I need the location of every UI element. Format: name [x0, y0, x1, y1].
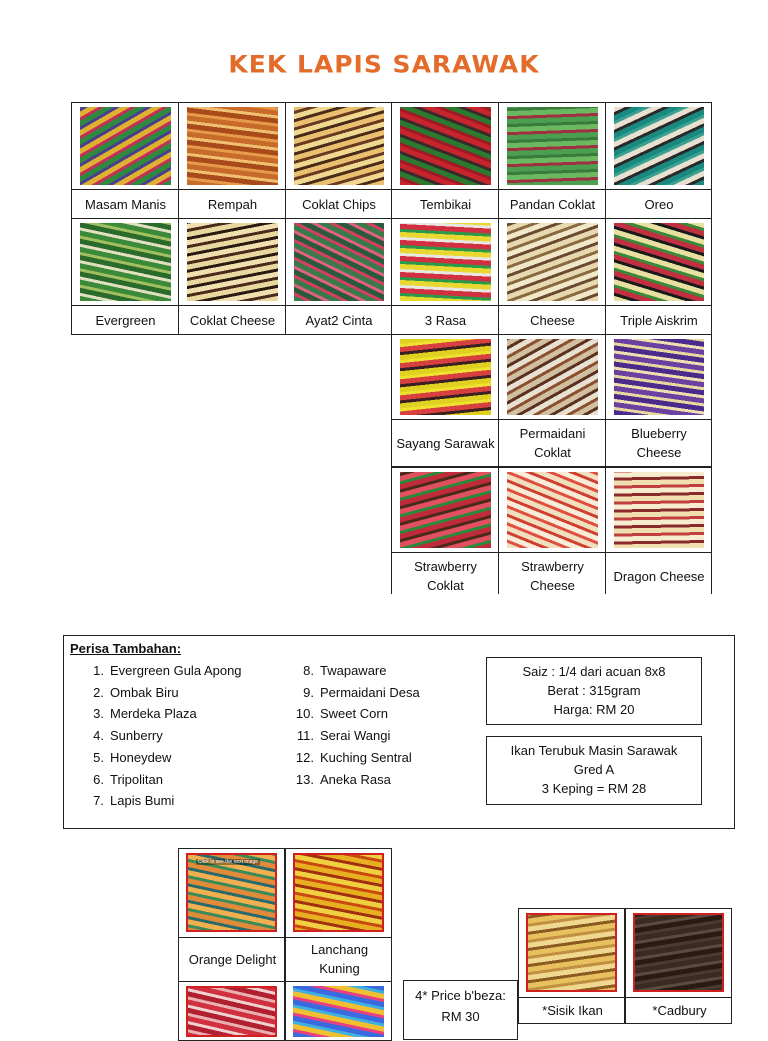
cake-photo: [614, 107, 704, 185]
item-text: Serai Wangi: [320, 728, 391, 744]
cake-cell-strawberry-coklat: [391, 467, 499, 600]
cake-cell-3-rasa: [391, 218, 499, 335]
extras-list-item: [88, 703, 242, 725]
cake-name: 3 Rasa: [424, 312, 467, 328]
item-number: 11.: [296, 728, 314, 744]
cake-photo: [187, 107, 278, 185]
extras-list-item: [88, 682, 242, 704]
cake-name: Coklat Chips: [302, 196, 376, 212]
cake-cell-lanchang-kuning: [285, 848, 392, 982]
item-text: Lapis Bumi: [110, 793, 175, 809]
cake-photo: [507, 339, 598, 415]
extras-heading: Perisa Tambahan:: [70, 641, 182, 656]
cake-name: Blueberry Cheese: [631, 426, 687, 460]
cake-cell-strawberry-cheese: [498, 467, 606, 600]
cake-photo: [80, 223, 171, 301]
size-price-box: [486, 657, 702, 725]
cake-name: Rempah: [207, 196, 258, 212]
cake-cell-evergreen: [71, 218, 179, 335]
item-text: Evergreen Gula Apong: [110, 663, 242, 678]
cake-photo: [614, 223, 704, 301]
extras-list-item: [88, 660, 242, 682]
cake-cell-tembikai: [391, 102, 499, 219]
cake-photo: [507, 107, 598, 185]
cake-name: Dragon Cheese: [613, 568, 705, 584]
cake-cell-partial-2: [285, 981, 392, 1041]
extras-list-item: [88, 725, 242, 747]
item-number: 13.: [295, 771, 314, 787]
item-number: 12.: [295, 749, 314, 765]
cake-name: Evergreen: [95, 312, 156, 328]
cake-name: Lanchang Kuning: [310, 942, 369, 976]
cake-photo: [186, 986, 277, 1037]
item-text: Sunberry: [110, 728, 163, 744]
info-line: Berat : 315gram: [547, 683, 641, 698]
extras-list-item: [290, 747, 420, 769]
price-note-line: 4* Price b'beza:: [415, 988, 506, 1003]
cake-cell-orange-delight: [178, 848, 285, 982]
cake-cell-cadbury: [625, 908, 732, 1024]
cake-cell-ayat2-cinta: [285, 218, 392, 335]
cake-name: Sayang Sarawak: [396, 435, 495, 451]
item-text: Ombak Biru: [110, 684, 179, 700]
item-number: 4.: [93, 728, 104, 744]
cake-photo: [614, 472, 704, 548]
cake-photo: [186, 853, 277, 932]
item-number: 5.: [93, 749, 104, 765]
cake-photo: [526, 913, 617, 992]
cake-name: *Sisik Ikan: [542, 1002, 603, 1018]
item-number: 9.: [303, 684, 314, 700]
cake-photo: [614, 339, 704, 415]
cake-photo: [400, 339, 491, 415]
cake-name: Pandan Coklat: [509, 196, 596, 212]
info-line: Saiz : 1/4 dari acuan 8x8: [522, 664, 666, 679]
item-number: 2.: [93, 684, 104, 700]
cake-name: Triple Aiskrim: [620, 312, 698, 328]
cake-cell-oreo: [605, 102, 712, 219]
extras-list-left: [88, 660, 242, 812]
cake-cell-permaidani-coklat: [498, 334, 606, 467]
extras-list-item: [290, 769, 420, 791]
cake-cell-partial-1: [178, 981, 285, 1041]
cake-cell-dragon-cheese: [605, 467, 712, 600]
cake-cell-triple-aiskrim: [605, 218, 712, 335]
cake-cell-sisik-ikan: [518, 908, 625, 1024]
price-note-box: [403, 980, 518, 1040]
info-line: Gred A: [573, 762, 615, 777]
cake-photo: [400, 107, 491, 185]
extras-list-item: [88, 769, 242, 791]
extras-list-item: [290, 725, 420, 747]
info-line: 3 Keping = RM 28: [541, 781, 647, 796]
item-text: Honeydew: [110, 749, 172, 765]
extras-list-item: [290, 682, 420, 704]
cake-name: Orange Delight: [188, 951, 277, 967]
item-number: 1.: [93, 663, 104, 678]
page-break-mask: [388, 594, 718, 608]
page-title: KEK LAPIS SARAWAK: [228, 50, 540, 79]
cake-cell-coklat-chips: [285, 102, 392, 219]
cake-photo: [187, 223, 278, 301]
cake-cell-coklat-cheese: [178, 218, 286, 335]
item-number: 10.: [295, 706, 314, 722]
ikan-terubuk-box: [486, 736, 702, 805]
cake-name: Strawberry Cheese: [521, 559, 584, 593]
cake-name: Cheese: [530, 312, 575, 328]
cake-photo: [633, 913, 724, 992]
cake-name: Coklat Cheese: [189, 312, 276, 328]
cake-name: *Cadbury: [652, 1002, 707, 1018]
item-text: Sweet Corn: [320, 706, 388, 722]
cake-photo: [294, 107, 384, 185]
cake-cell-blueberry-cheese: [605, 334, 712, 467]
cake-name: Oreo: [644, 196, 674, 212]
cake-name: Ayat2 Cinta: [305, 312, 373, 328]
item-number: 6.: [93, 771, 104, 787]
info-line: Harga: RM 20: [553, 702, 635, 717]
item-text: Kuching Sentral: [320, 749, 412, 765]
cake-cell-masam-manis: [71, 102, 179, 219]
item-text: Merdeka Plaza: [110, 706, 197, 722]
extras-list-item: [290, 660, 420, 682]
cake-name: Masam Manis: [85, 196, 166, 212]
cake-cell-sayang-sarawak: [391, 334, 499, 467]
cake-photo: [293, 986, 384, 1037]
item-text: Aneka Rasa: [320, 771, 391, 787]
cake-photo: [294, 223, 384, 301]
cake-photo: [507, 223, 598, 301]
cake-name: Strawberry Coklat: [414, 559, 477, 593]
cake-cell-cheese: [498, 218, 606, 335]
extras-list-item: [88, 747, 242, 769]
cake-name: Tembikai: [419, 196, 472, 212]
cake-photo: [400, 472, 491, 548]
price-note-line: RM 30: [441, 1009, 480, 1024]
cake-photo: [507, 472, 598, 548]
cake-photo: [400, 223, 491, 301]
cake-cell-rempah: [178, 102, 286, 219]
item-number: 8.: [303, 663, 314, 678]
item-text: Tripolitan: [110, 771, 163, 787]
item-text: Twapaware: [320, 663, 387, 678]
image-caption: Click to see the next image: [198, 859, 259, 865]
extras-list-item: [88, 790, 242, 812]
cake-name: Permaidani Coklat: [519, 426, 586, 460]
cake-cell-pandan-coklat: [498, 102, 606, 219]
cake-photo: [293, 853, 384, 932]
cake-photo: [80, 107, 171, 185]
info-line: Ikan Terubuk Masin Sarawak: [510, 743, 678, 758]
extras-list-item: [290, 703, 420, 725]
item-number: 3.: [93, 706, 104, 722]
extras-list-right: [290, 660, 420, 790]
item-number: 7.: [93, 793, 104, 809]
item-text: Permaidani Desa: [320, 684, 420, 700]
